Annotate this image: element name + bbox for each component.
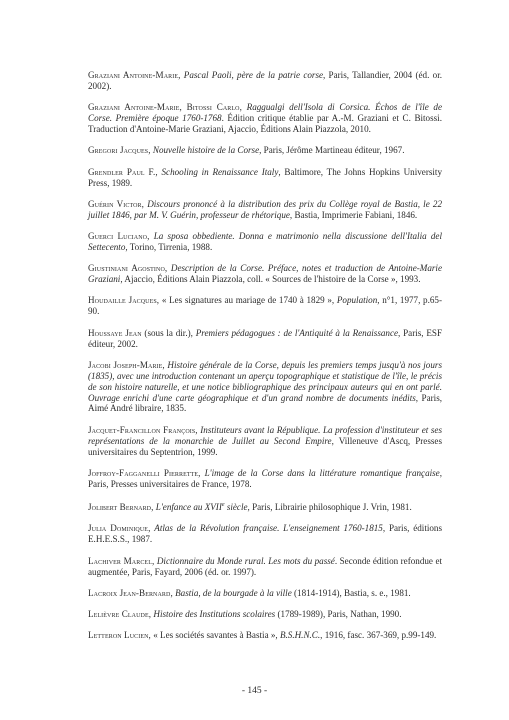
entry-title-text: Bastia, de la bourgade à la ville	[175, 587, 292, 598]
bibliography-entry	[88, 588, 442, 599]
entry-author: Letteron Lucien,	[88, 630, 151, 641]
entry-text: (1814-1914), Bastia, s. e., 1981.	[291, 587, 411, 598]
bibliography-entry	[88, 500, 442, 513]
bibliography-entry	[88, 328, 442, 350]
entry-author: Houdaille Jacques,	[88, 295, 160, 306]
bibliography-entry	[88, 70, 442, 92]
entry-title-text: Premiers pédagogues : de l'Antiquité à la Renaissance	[195, 327, 399, 338]
entry-title-text: e	[221, 502, 225, 509]
bibliography-entry	[88, 263, 442, 285]
entry-text: , n°1, 1977, p.65-90.	[88, 295, 442, 317]
page-number: - 145 -	[241, 686, 268, 696]
entry-text: , Bastia, Imprimerie Fabiani, 1846.	[289, 209, 418, 220]
bibliography-entry	[88, 468, 442, 490]
bibliography-list	[88, 70, 442, 652]
entry-text: , Paris, ESF éditeur, 2002.	[88, 327, 443, 349]
bibliography-entry	[88, 145, 442, 156]
entry-title-text: B.S.H.N.C.	[279, 630, 321, 641]
entry-title-text: Discours prononcé à la distribution des prix du Collège royal de Bastia, le 22 juillet 1846, par M. V. Guérin, professeur de rhétorique	[88, 198, 442, 220]
entry-author: Houssaye Jean	[88, 327, 142, 338]
entry-author: Graziani Antoine-Marie,	[88, 70, 181, 80]
entry-title-text: Histoire des Institutions scolaires	[153, 609, 276, 620]
entry-text: . Édition critique établie par A.-M. Graziani et C. Bitossi. Traduction d'Antoine-Marie Graziani, Ajaccio, Éditions Alain Piazzola, 2010.	[88, 113, 442, 135]
bibliography-entry	[88, 231, 442, 253]
entry-text: , 1916, fasc. 367-369, p.99-149.	[320, 630, 437, 641]
entry-text: , Paris, éditions E.H.E.S.S., 1987.	[88, 523, 442, 545]
entry-title-text: Population	[336, 295, 378, 306]
entry-text: « Les signatures au mariage de 1740 à 1829 »,	[159, 295, 337, 306]
bibliography-entry	[88, 425, 442, 458]
entry-text: , Torino, Tirrenia, 1988.	[125, 241, 213, 252]
entry-author: Giustiniani Agostino,	[88, 263, 168, 274]
entry-title-text: Instituteurs avant la République. La profession d'instituteur et ses représentations de la monarchie de Juillet au Second Empire	[88, 424, 442, 446]
entry-title-text: Pascal Paoli, père de la patrie corse	[183, 70, 324, 80]
entry-text: , Paris, Jérôme Martineau éditeur, 1967.	[259, 145, 405, 156]
entry-title-text: Histoire générale de la Corse, depuis les premiers temps jusqu'à nos jours (1835), avec une introduction contenant un aperçu topographique et statistique de l'île, le précis de son histoire naturelle, et une notice bibliographique des principaux auteurs qui en ont parlé. Ouvrage enrichi d'une carte géographique et d'un grand nombre de documents inédits	[88, 359, 442, 403]
entry-text: (sous la dir.),	[141, 327, 196, 338]
entry-title-text: La sposa obbediente. Donna e matrimonio nella discussione dell'Italia del Settecento	[88, 231, 442, 252]
bibliography-entry	[88, 102, 442, 135]
entry-title-text: siècle	[224, 502, 248, 513]
bibliography-entry	[88, 360, 442, 415]
bibliography-entry	[88, 630, 442, 641]
entry-author: Lachiver Marcel,	[88, 555, 155, 566]
bibliography-entry	[88, 556, 442, 578]
entry-text: , Paris, Presses universitaires de France, 1978.	[88, 467, 443, 489]
bibliography-entry	[88, 167, 442, 189]
entry-text: , Paris, Librairie philosophique J. Vrin, 1981.	[247, 502, 412, 513]
entry-title-text: L'image de la Corse dans la littérature romantique française	[204, 467, 440, 478]
entry-text: . Seconde édition refondue et augmentée, Paris, Fayard, 2006 (éd. or. 1997).	[88, 555, 443, 577]
entry-author: Guerci Luciano,	[88, 231, 150, 242]
entry-title-text: Nouvelle histoire de la Corse	[152, 145, 260, 156]
entry-title-text: Raggualgi dell'Isola di Corsica. Échos de l'île de Corse. Première époque 1760-1768	[88, 102, 442, 124]
entry-text: , Villeneuve d'Ascq, Presses universitaires du Septentrion, 1999.	[88, 435, 442, 457]
entry-author: Lacroix Jean-Bernard,	[88, 587, 173, 598]
entry-author: Graziani Antoine-Marie, Bitossi Carlo,	[88, 102, 242, 113]
entry-author: Jacquet-Francillon François,	[88, 424, 198, 435]
entry-author: Joffroy-Fagganelli Pierrette,	[88, 467, 201, 478]
entry-title-text: Schooling in Renaissance Italy	[161, 166, 279, 177]
entry-title-text: L'enfance au XVII	[155, 502, 222, 513]
entry-text: « Les sociétés savantes à Bastia »,	[150, 630, 280, 641]
entry-text: (1789-1989), Paris, Nathan, 1990.	[275, 609, 402, 620]
entry-author: Jolibert Bernard,	[88, 502, 154, 513]
entry-text: , Ajaccio, Éditions Alain Piazzola, coll. « Sources de l'histoire de la Corse », 1993.	[120, 274, 421, 285]
entry-author: Jacobi Joseph-Marie,	[88, 359, 165, 370]
bibliography-entry	[88, 523, 442, 545]
entry-text: , Paris, Tallandier, 2004 (éd. or. 2002).	[88, 70, 442, 91]
entry-title-text: Atlas de la Révolution française. L'enseignement 1760-1815	[154, 523, 383, 534]
entry-title-text: Dictionnaire du Monde rural. Les mots du passé	[156, 555, 335, 566]
bibliography-entry	[88, 295, 442, 317]
entry-text: , Baltimore, The Johns Hopkins University Press, 1989.	[88, 166, 442, 188]
bibliography-entry	[88, 609, 442, 620]
entry-text: , Paris, Aimé André libraire, 1835.	[88, 392, 442, 414]
entry-author: Grendler Paul F.,	[88, 166, 158, 177]
entry-author: Lelièvre Claude,	[88, 609, 152, 620]
entry-author: Julia Dominique,	[88, 523, 151, 534]
entry-title-text: Description de la Corse. Préface, notes et traduction de Antoine-Marie Graziani	[88, 263, 442, 285]
entry-author: Gregori Jacques,	[88, 145, 151, 156]
entry-author: Guérin Victor,	[88, 198, 145, 209]
bibliography-entry	[88, 199, 442, 221]
